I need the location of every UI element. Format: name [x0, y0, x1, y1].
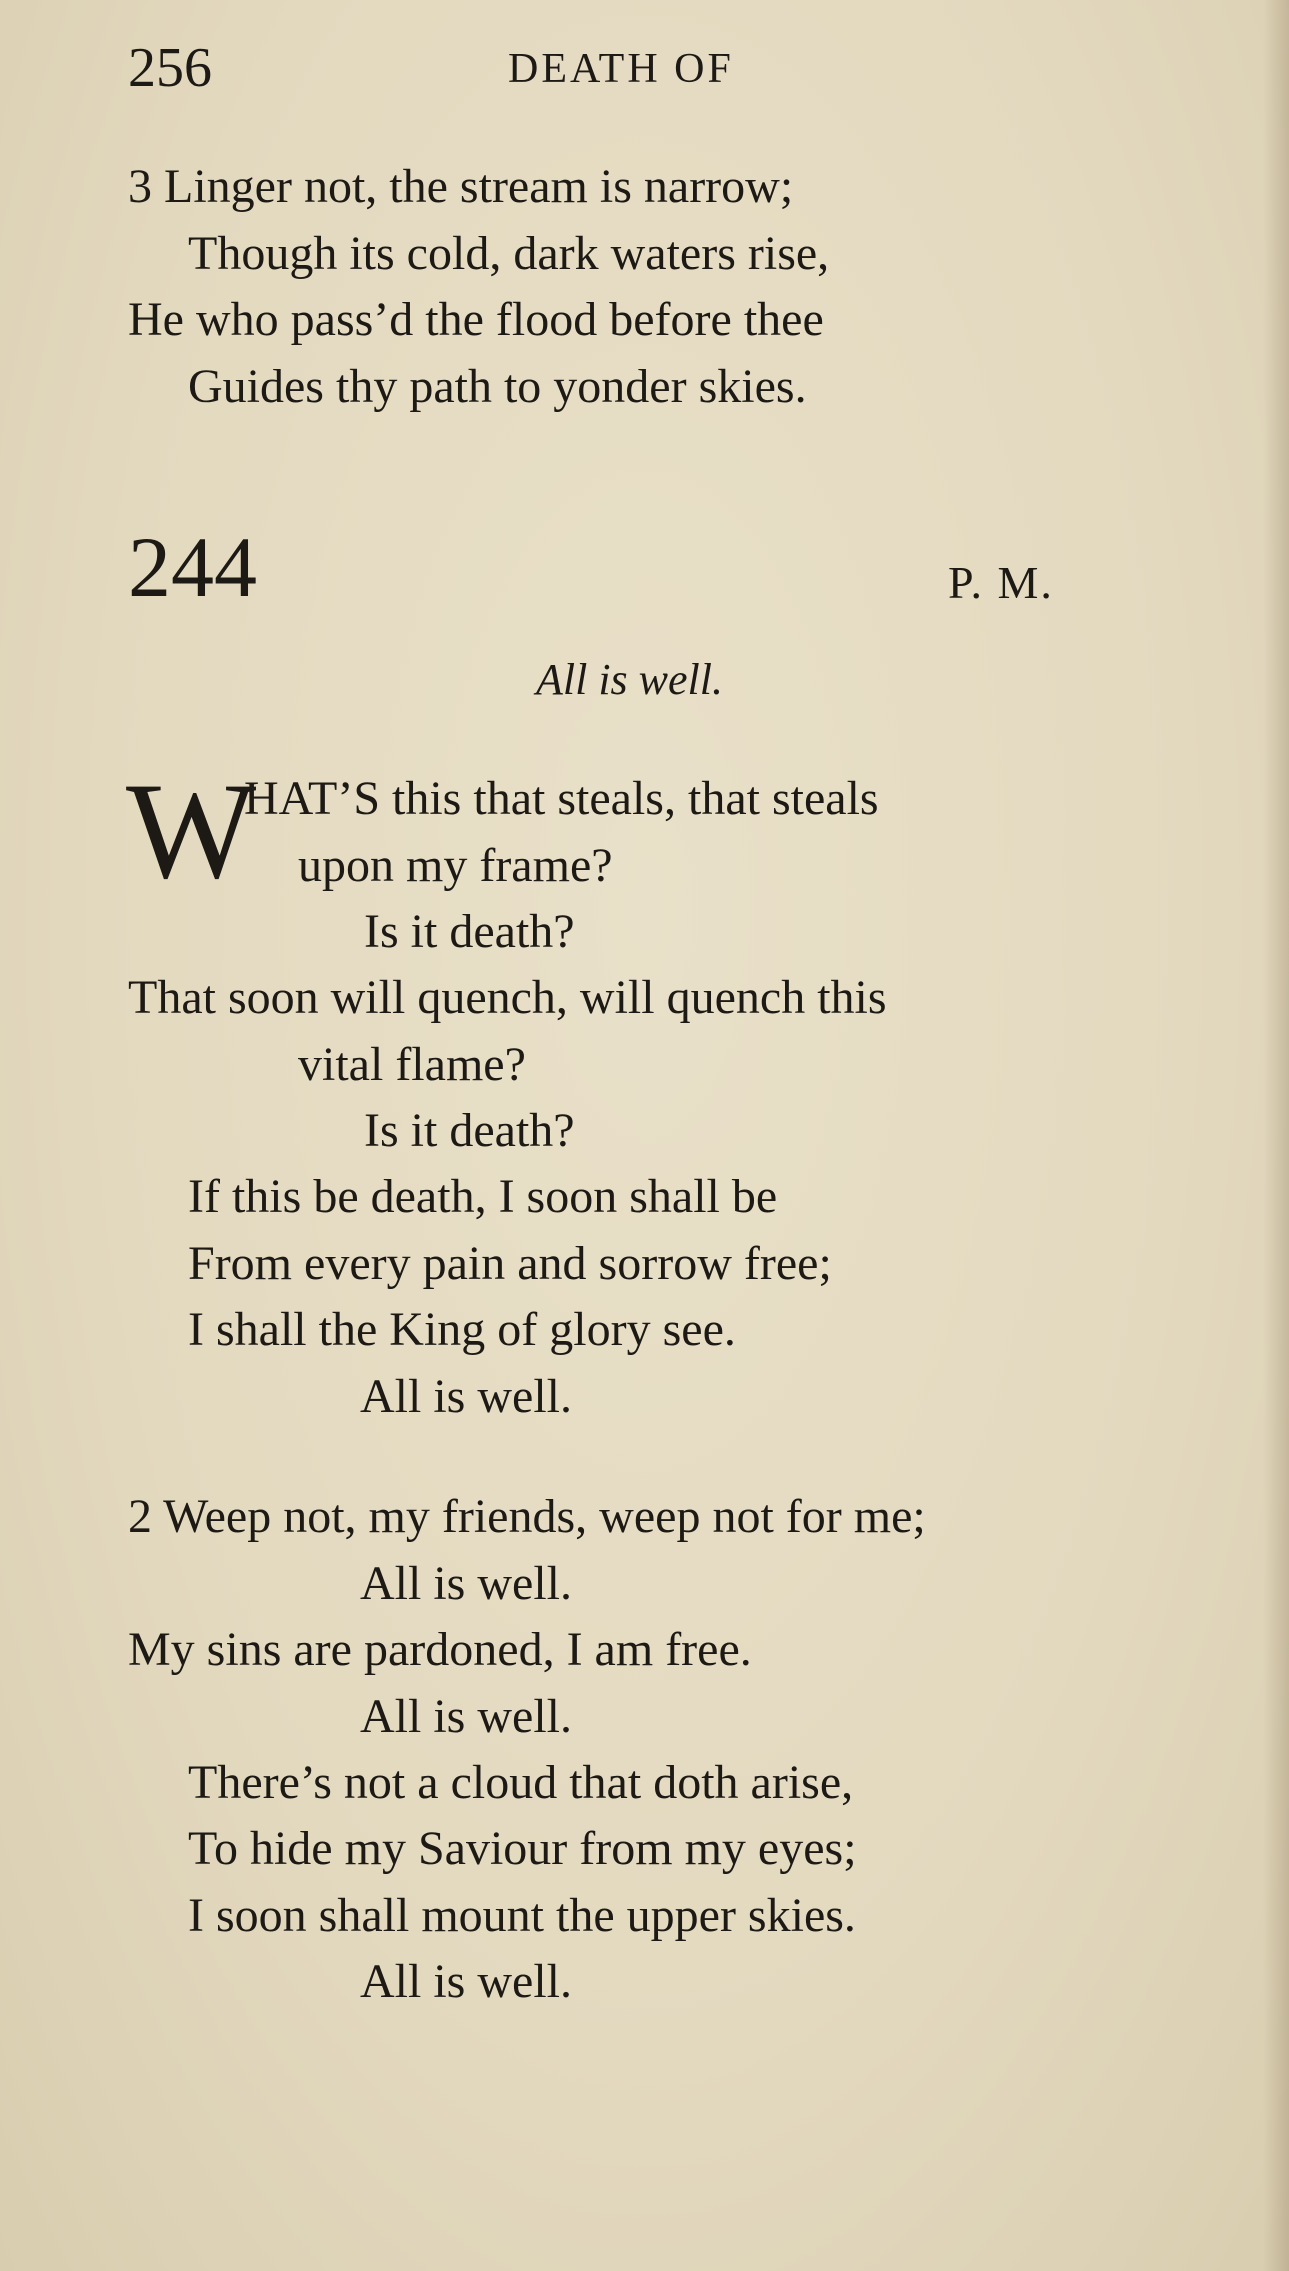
verse-line: 2 Weep not, my friends, weep not for me;: [128, 1490, 926, 1543]
verse-line: All is well.: [360, 1370, 572, 1423]
verse-line: That soon will quench, will quench this: [128, 971, 887, 1024]
verse-line: Guides thy path to yonder skies.: [188, 360, 807, 413]
verse-line: Is it death?: [364, 905, 575, 958]
hymn-meter: P. M.: [948, 557, 1054, 608]
verse-line: I soon shall mount the upper skies.: [188, 1889, 856, 1942]
verse-line: If this be death, I soon shall be: [188, 1170, 778, 1223]
verse-line: vital flame?: [298, 1038, 526, 1091]
verse-line: All is well.: [360, 1557, 572, 1610]
verse-line: He who pass’d the flood before thee: [128, 293, 824, 346]
running-title: DEATH OF: [508, 46, 734, 92]
verse-line: My sins are pardoned, I am free.: [128, 1623, 752, 1676]
verse-line: Though its cold, dark waters rise,: [188, 227, 830, 280]
verse-line: 3 Linger not, the stream is narrow;: [128, 160, 794, 213]
drop-cap: W: [126, 754, 257, 907]
verse-line: upon my frame?: [298, 839, 613, 892]
verse-line: Is it death?: [364, 1104, 575, 1157]
page-number: 256: [128, 37, 212, 99]
verse-line: From every pain and sorrow free;: [188, 1237, 832, 1290]
verse-line: There’s not a cloud that doth arise,: [188, 1756, 854, 1809]
verse-line: All is well.: [360, 1690, 572, 1743]
hymn-title: All is well.: [536, 655, 723, 704]
verse-line: All is well.: [360, 1955, 572, 2008]
verse-line: HAT’S this that steals, that steals: [244, 772, 879, 825]
hymn-number: 244: [128, 519, 257, 615]
verse-line: To hide my Saviour from my eyes;: [188, 1822, 857, 1875]
verse-line: I shall the King of glory see.: [188, 1303, 736, 1356]
